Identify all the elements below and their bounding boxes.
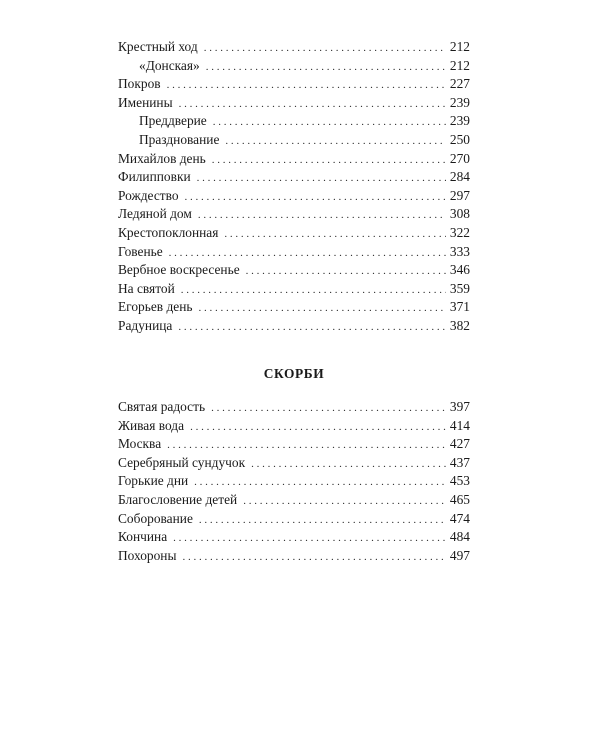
toc-entry-page-number: 239 [449, 113, 470, 129]
toc-entry [118, 435, 470, 454]
toc-entry [118, 243, 470, 262]
toc-entry [118, 168, 470, 187]
toc-entry-page-number: 427 [449, 436, 470, 452]
toc-entry [118, 150, 470, 169]
toc-entry [118, 472, 470, 491]
toc-entry [118, 280, 470, 299]
dot-leader [251, 455, 446, 474]
toc-entry-page-number: 227 [449, 76, 470, 92]
toc-entry-page-number: 308 [449, 206, 470, 222]
toc-entry-page-number: 333 [449, 243, 470, 259]
table-of-contents-page [118, 38, 470, 565]
toc-entry-page-number: 371 [449, 299, 470, 315]
dot-leader [173, 529, 446, 548]
toc-entry-title: Говенье [118, 243, 163, 259]
dot-leader [197, 169, 446, 188]
toc-entry [118, 38, 470, 57]
toc-entry-title: «Донская» [139, 57, 200, 73]
toc-entry-title: Ледяной дом [118, 206, 192, 222]
toc-entry-page-number: 322 [449, 224, 470, 240]
toc-entry [118, 528, 470, 547]
toc-entry-title: Крестный ход [118, 39, 198, 54]
toc-subentry [118, 112, 470, 131]
dot-leader [198, 206, 446, 225]
dot-leader [204, 39, 446, 58]
dot-leader [198, 299, 445, 318]
toc-entry-title: Москва [118, 436, 162, 452]
toc-entry-title: На святой [118, 280, 175, 296]
toc-entry-title: Крестопоклонная [118, 224, 219, 240]
dot-leader [167, 76, 446, 95]
toc-entry-page-number: 239 [449, 94, 470, 110]
toc-entry-page-number: 382 [449, 317, 470, 333]
dot-leader [194, 473, 446, 492]
toc-entry-title: Преддверие [139, 113, 207, 129]
toc-entry [118, 94, 470, 113]
toc-entry [118, 417, 470, 436]
toc-entry-title: Егорьев день [118, 299, 193, 315]
toc-entry-title: Филипповки [118, 169, 191, 185]
toc-entry [118, 224, 470, 243]
toc-entry [118, 454, 470, 473]
dot-leader [185, 188, 446, 207]
toc-entry-title: Празднование [139, 131, 220, 147]
toc-subentry [118, 57, 470, 76]
toc-entry [118, 491, 470, 510]
toc-entry-title: Кончина [118, 529, 168, 545]
toc-entry-title: Михайлов день [118, 150, 206, 166]
toc-entry-page-number: 497 [449, 547, 470, 563]
toc-entry-page-number: 359 [449, 280, 470, 296]
toc-entry [118, 398, 470, 417]
toc-entry [118, 187, 470, 206]
toc-entry-page-number: 465 [449, 492, 470, 508]
toc-entry-page-number: 474 [449, 510, 470, 526]
toc-entry-page-number: 297 [449, 187, 470, 203]
toc-entry-page-number: 270 [449, 150, 470, 166]
toc-list-part-2 [118, 398, 470, 565]
toc-entry-title: Живая вода [118, 417, 185, 433]
dot-leader [199, 511, 446, 530]
toc-subentry [118, 131, 470, 150]
dot-leader [181, 281, 446, 300]
toc-entry-title: Именины [118, 94, 173, 110]
toc-entry [118, 298, 470, 317]
dot-leader [178, 318, 446, 337]
toc-entry-page-number: 484 [449, 529, 470, 545]
toc-entry-page-number: 414 [449, 417, 470, 433]
toc-entry-page-number: 212 [449, 57, 470, 73]
dot-leader [212, 151, 446, 170]
toc-entry-page-number: 212 [449, 39, 470, 54]
toc-entry-title: Святая радость [118, 399, 206, 415]
dot-leader [167, 436, 446, 455]
dot-leader [190, 418, 446, 437]
toc-entry-title: Благословение детей [118, 492, 238, 508]
toc-entry-title: Радуница [118, 317, 173, 333]
toc-entry-page-number: 284 [449, 169, 470, 185]
toc-entry-title: Рождество [118, 187, 179, 203]
dot-leader [225, 132, 446, 151]
toc-entry-page-number: 346 [449, 262, 470, 278]
section-heading: СКОРБИ [263, 365, 325, 381]
toc-list-part-1 [118, 38, 470, 336]
toc-entry-page-number: 397 [449, 399, 470, 415]
dot-leader [169, 244, 446, 263]
toc-entry-title: Похороны [118, 547, 177, 563]
toc-entry-page-number: 437 [449, 454, 470, 470]
toc-entry-page-number: 250 [449, 131, 470, 147]
toc-entry-page-number: 453 [449, 473, 470, 489]
toc-entry-title: Серебряный сундучок [118, 454, 246, 470]
toc-entry [118, 510, 470, 529]
toc-entry-title: Горькие дни [118, 473, 189, 489]
dot-leader [179, 95, 446, 114]
toc-entry [118, 547, 470, 566]
toc-entry [118, 205, 470, 224]
toc-entry-title: Покров [118, 76, 161, 92]
dot-leader [246, 262, 446, 281]
dot-leader [243, 492, 446, 511]
dot-leader [182, 548, 445, 567]
toc-entry [118, 261, 470, 280]
toc-entry-title: Соборование [118, 510, 193, 526]
dot-leader [211, 399, 446, 418]
dot-leader [206, 58, 446, 77]
toc-entry-title: Вербное воскресенье [118, 262, 240, 278]
toc-entry [118, 317, 470, 336]
toc-entry [118, 75, 470, 94]
dot-leader [213, 113, 446, 132]
dot-leader [224, 225, 446, 244]
